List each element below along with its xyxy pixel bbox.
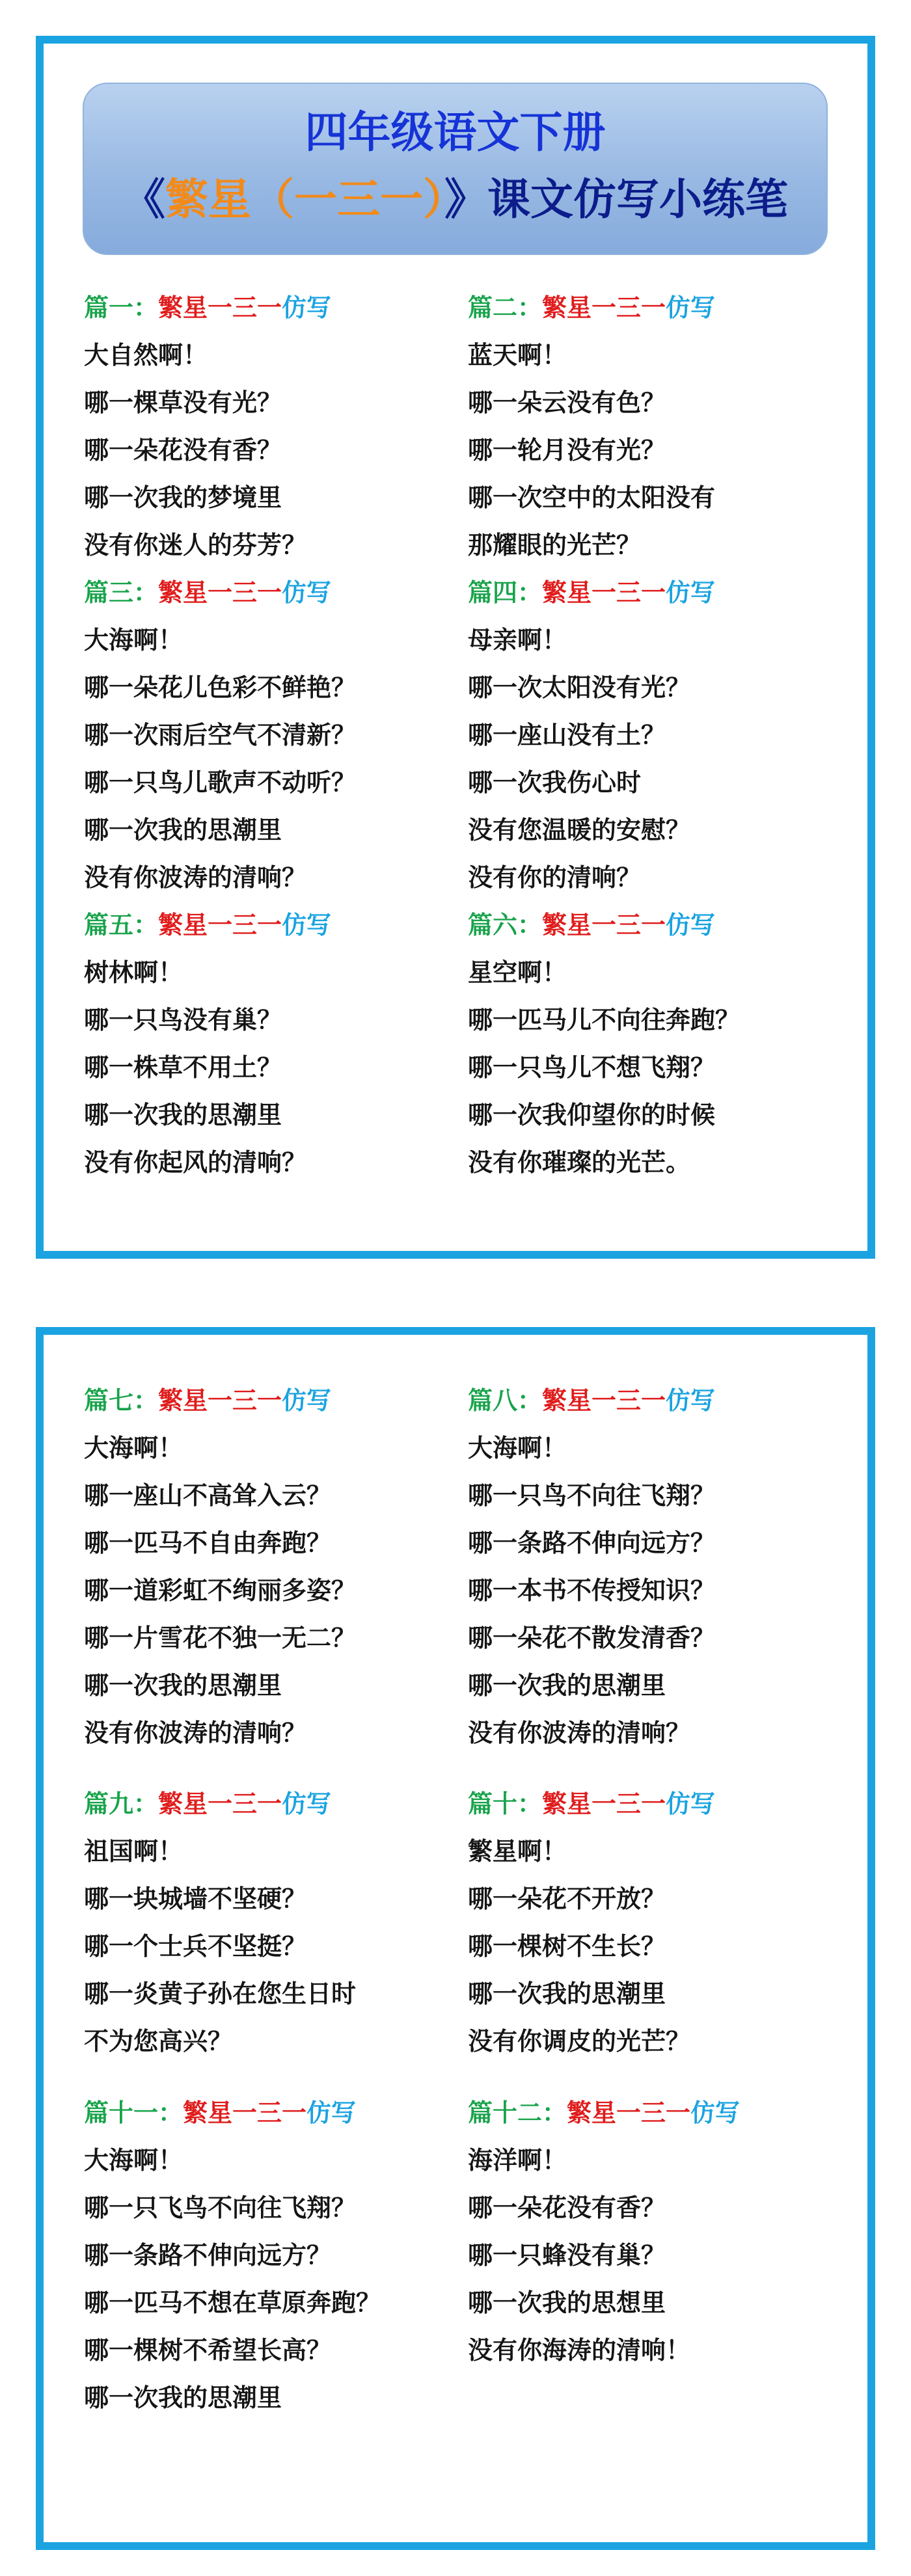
poem-line: 哪一朵花没有香？	[468, 2194, 666, 2222]
poem-line: 哪一道彩虹不绚丽多姿？	[84, 1576, 357, 1605]
section-1	[84, 284, 474, 569]
poem-line: 不为您高兴？	[84, 2027, 233, 2056]
poem-line: 哪一次我仰望你的时候	[468, 1101, 716, 1129]
imitation-tag: 仿写	[282, 911, 332, 939]
poem-number: 一三一	[232, 2099, 307, 2127]
imitation-tag: 仿写	[666, 293, 716, 322]
section-heading	[468, 1780, 858, 1828]
title-open-bracket: 《	[122, 174, 165, 224]
section-label: 篇二：	[468, 293, 543, 322]
poem-name: 繁星	[542, 578, 592, 607]
poem-number: 一三一	[208, 1790, 282, 1818]
section-8	[468, 1377, 858, 1757]
poem-line: 大海啊！	[84, 626, 184, 654]
poem-line: 没有你迷人的芬芳？	[84, 531, 307, 559]
section-heading	[468, 902, 858, 949]
poem-line: 母亲啊！	[468, 626, 567, 654]
section-heading	[84, 2089, 474, 2137]
poem-line: 蓝天啊！	[468, 341, 567, 369]
poem-line: 哪一片雪花不独一无二？	[84, 1624, 357, 1652]
poem-line: 没有你璀璨的光芒。	[468, 1148, 691, 1177]
poem-line: 哪一只飞鸟不向往飞翔？	[84, 2194, 357, 2222]
section-label: 篇一：	[84, 293, 159, 322]
section-heading	[468, 569, 858, 617]
poem-line: 没有你波涛的清响？	[84, 863, 307, 892]
poem-line: 哪一匹马儿不向往奔跑？	[468, 1006, 741, 1034]
poem-line: 那耀眼的光芒？	[468, 531, 642, 559]
poem-name: 繁星	[542, 911, 592, 939]
section-6	[468, 902, 858, 1187]
poem-name: 繁星	[542, 1790, 592, 1818]
poem-line: 星空啊！	[468, 958, 567, 987]
poem-number: 一三一	[208, 911, 282, 939]
section-label: 篇三：	[84, 578, 159, 607]
section-label: 篇六：	[468, 911, 543, 939]
poem-line: 哪一朵云没有色？	[468, 388, 666, 417]
poem-line: 哪一条路不伸向远方？	[84, 2241, 332, 2270]
poem-line: 哪一次空中的太阳没有	[468, 483, 716, 512]
poem-line: 哪一只鸟没有巢？	[84, 1006, 282, 1034]
section-7	[84, 1377, 474, 1757]
poem-line: 哪一次我的思潮里	[84, 1671, 282, 1700]
imitation-tag: 仿写	[666, 1790, 716, 1818]
imitation-tag: 仿写	[666, 578, 716, 607]
poem-name: 繁星	[158, 578, 208, 607]
worksheet-panel-2	[36, 1327, 875, 2550]
poem-line: 哪一次我的梦境里	[84, 483, 282, 512]
poem-line: 哪一次我的思潮里	[84, 2383, 282, 2412]
poem-line: 哪一株草不用土？	[84, 1053, 282, 1082]
poem-name: 繁星	[567, 2099, 617, 2127]
poem-line: 哪一座山不高耸入云？	[84, 1481, 332, 1510]
poem-line: 没有你起风的清响？	[84, 1148, 307, 1177]
poem-line: 大自然啊！	[84, 341, 208, 369]
poem-line: 哪一棵树不生长？	[468, 1932, 666, 1961]
imitation-tag: 仿写	[282, 1790, 332, 1818]
poem-line: 哪一棵草没有光？	[84, 388, 282, 417]
poem-line: 哪一朵花不开放？	[468, 1885, 666, 1913]
section-label: 篇七：	[84, 1386, 159, 1415]
poem-line: 哪一匹马不自由奔跑？	[84, 1529, 332, 1557]
poem-line: 繁星啊！	[468, 1837, 567, 1866]
poem-name: 繁星	[158, 911, 208, 939]
poem-line: 哪一本书不传授知识？	[468, 1576, 716, 1605]
poem-line: 哪一次我的思潮里	[468, 1979, 666, 2008]
section-label: 篇五：	[84, 911, 159, 939]
imitation-tag: 仿写	[282, 1386, 332, 1415]
section-label: 篇九：	[84, 1790, 159, 1818]
poem-line: 哪一轮月没有光？	[468, 436, 666, 464]
section-9	[84, 1780, 474, 2065]
poem-line: 没有你波涛的清响？	[84, 1719, 307, 1747]
poem-line: 哪一块城墙不坚硬？	[84, 1885, 307, 1913]
poem-line: 哪一只鸟儿歌声不动听？	[84, 768, 357, 797]
poem-line: 哪一个士兵不坚挺？	[84, 1932, 307, 1961]
section-heading	[468, 2089, 858, 2137]
poem-line: 大海啊！	[468, 1434, 567, 1462]
poem-line: 哪一朵花不散发清香？	[468, 1624, 716, 1652]
poem-line: 哪一次我伤心时	[468, 768, 642, 797]
poem-line: 没有你调皮的光芒？	[468, 2027, 691, 2056]
poem-name: 繁星	[542, 1386, 592, 1415]
poem-line: 哪一炎黄子孙在您生日时	[84, 1979, 357, 2008]
imitation-tag: 仿写	[690, 2099, 741, 2127]
title-banner	[83, 83, 828, 255]
poem-number: 一三一	[591, 1790, 666, 1818]
poem-line: 没有你波涛的清响？	[468, 1719, 691, 1747]
title-lesson	[84, 167, 826, 232]
poem-line: 哪一只鸟儿不想飞翔？	[468, 1053, 716, 1082]
poem-line: 哪一座山没有土？	[468, 721, 666, 749]
poem-line: 哪一匹马不想在草原奔跑？	[84, 2288, 381, 2317]
poem-line: 树林啊！	[84, 958, 184, 987]
section-2	[468, 284, 858, 569]
section-11	[84, 2089, 474, 2422]
section-heading	[468, 284, 858, 332]
poem-line: 哪一条路不伸向远方？	[468, 1529, 716, 1557]
poem-line: 哪一次我的思想里	[468, 2288, 666, 2317]
section-5	[84, 902, 474, 1187]
poem-name: 繁星	[183, 2099, 233, 2127]
section-12	[468, 2089, 858, 2374]
poem-number: 一三一	[616, 2099, 691, 2127]
poem-line: 哪一只鸟不向往飞翔？	[468, 1481, 716, 1510]
section-4	[468, 569, 858, 902]
poem-name: 繁星	[542, 293, 592, 322]
title-suffix: 》课文仿写小练笔	[444, 174, 788, 224]
poem-line: 大海啊！	[84, 2146, 184, 2175]
poem-number: 一三一	[591, 911, 666, 939]
poem-line: 没有你的清响？	[468, 863, 642, 892]
section-label: 篇十：	[468, 1790, 543, 1818]
imitation-tag: 仿写	[282, 293, 332, 322]
poem-line: 没有你海涛的清响！	[468, 2336, 691, 2365]
section-heading	[84, 902, 474, 949]
poem-number: 一三一	[591, 1386, 666, 1415]
poem-line: 没有您温暖的安慰？	[468, 816, 691, 844]
section-heading	[468, 1377, 858, 1425]
poem-number: 一三一	[591, 293, 666, 322]
poem-line: 祖国啊！	[84, 1837, 184, 1866]
poem-line: 哪一次我的思潮里	[468, 1671, 666, 1700]
worksheet-panel-1	[36, 36, 875, 1259]
poem-line: 哪一次雨后空气不清新？	[84, 721, 357, 749]
section-3	[84, 569, 474, 902]
poem-line: 哪一朵花儿色彩不鲜艳？	[84, 673, 357, 702]
section-heading	[84, 1780, 474, 1828]
poem-line: 哪一只蜂没有巢？	[468, 2241, 666, 2270]
section-label: 篇八：	[468, 1386, 543, 1415]
section-label: 篇十一：	[84, 2099, 184, 2127]
poem-number: 一三一	[591, 578, 666, 607]
poem-line: 哪一朵花没有香？	[84, 436, 282, 464]
poem-number: 一三一	[208, 578, 282, 607]
poem-line: 哪一次我的思潮里	[84, 1101, 282, 1129]
poem-name: 繁星	[158, 293, 208, 322]
poem-number: 一三一	[208, 1386, 282, 1415]
imitation-tag: 仿写	[666, 911, 716, 939]
imitation-tag: 仿写	[282, 578, 332, 607]
section-heading	[84, 284, 474, 332]
imitation-tag: 仿写	[666, 1386, 716, 1415]
poem-line: 哪一次我的思潮里	[84, 816, 282, 844]
section-heading	[84, 1377, 474, 1425]
poem-name: 繁星	[158, 1790, 208, 1818]
poem-number: 一三一	[208, 293, 282, 322]
imitation-tag: 仿写	[306, 2099, 357, 2127]
poem-line: 海洋啊！	[468, 2146, 567, 2175]
title-poem-name: 繁星（一三一）	[165, 174, 444, 224]
poem-line: 哪一次太阳没有光？	[468, 673, 691, 702]
section-label: 篇十二：	[468, 2099, 567, 2127]
poem-line: 哪一棵树不希望长高？	[84, 2336, 332, 2365]
title-grade: 四年级语文下册	[305, 107, 606, 157]
section-label: 篇四：	[468, 578, 543, 607]
section-heading	[84, 569, 474, 617]
poem-line: 大海啊！	[84, 1434, 184, 1462]
poem-name: 繁星	[158, 1386, 208, 1415]
section-10	[468, 1780, 858, 2065]
